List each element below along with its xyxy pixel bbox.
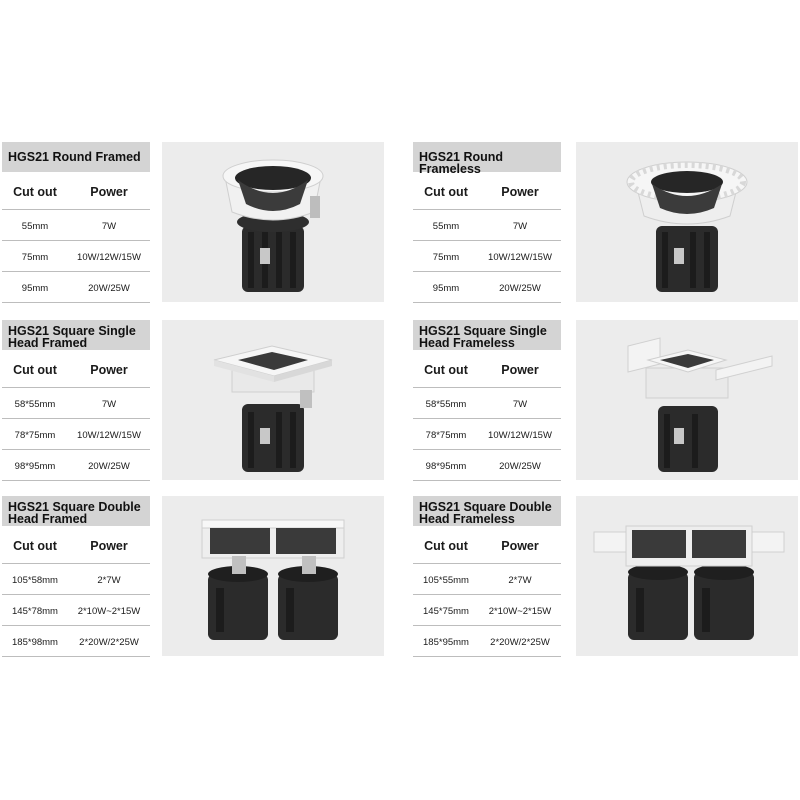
power-value: 10W/12W/15W <box>77 430 141 441</box>
power-value: 7W <box>512 221 528 232</box>
cutout-value: 185*98mm <box>12 637 58 648</box>
cutout-value: 98*95mm <box>425 461 467 472</box>
power-header: Power <box>501 185 539 199</box>
table-row <box>413 388 561 419</box>
table-row <box>2 419 150 450</box>
product-photo-square-single-framed <box>162 320 384 480</box>
power-value: 7W <box>512 399 528 410</box>
power-value: 7W <box>101 221 117 232</box>
power-header: Power <box>90 185 128 199</box>
product-title-line-2: Head Frameless <box>419 512 515 526</box>
cutout-value: 75mm <box>21 252 49 263</box>
cutout-value: 95mm <box>432 283 460 294</box>
cutout-header: Cut out <box>13 363 57 377</box>
product-title <box>413 320 561 350</box>
product-title-line-2: Head Framed <box>8 336 88 350</box>
cutout-header: Cut out <box>424 185 468 199</box>
table-header <box>413 350 561 388</box>
power-value: 20W/25W <box>88 461 130 472</box>
product-title <box>2 496 150 526</box>
product-title-line-1: HGS21 Square Single <box>8 324 136 338</box>
power-value: 2*10W~2*15W <box>488 606 552 617</box>
cutout-value: 95mm <box>21 283 49 294</box>
cutout-value: 105*55mm <box>423 575 469 586</box>
cutout-header: Cut out <box>13 539 57 553</box>
cutout-header: Cut out <box>424 363 468 377</box>
cutout-value: 55mm <box>432 221 460 232</box>
product-title <box>413 496 561 526</box>
table-row <box>2 595 150 626</box>
product-photo-square-double-frameless <box>576 496 798 656</box>
product-title: HGS21 Round Framed <box>2 142 150 172</box>
table-row <box>2 564 150 595</box>
table-row <box>413 626 561 657</box>
power-value: 20W/25W <box>499 461 541 472</box>
cutout-value: 98*95mm <box>14 461 56 472</box>
power-value: 2*20W/2*25W <box>79 637 139 648</box>
table-row <box>2 626 150 657</box>
table-header <box>2 526 150 564</box>
table-row <box>413 450 561 481</box>
table-row <box>413 241 561 272</box>
table-row <box>413 210 561 241</box>
cutout-value: 145*75mm <box>423 606 469 617</box>
table-header <box>2 172 150 210</box>
power-value: 10W/12W/15W <box>488 252 552 263</box>
product-title-line-1: HGS21 Square Double <box>8 500 141 514</box>
cutout-header: Cut out <box>424 539 468 553</box>
square-single-framed-downlight-image <box>162 320 384 480</box>
cutout-value: 105*58mm <box>12 575 58 586</box>
cutout-value: 75mm <box>432 252 460 263</box>
table-row <box>413 272 561 303</box>
power-header: Power <box>501 363 539 377</box>
square-double-framed-downlight-image <box>162 496 384 656</box>
cutout-value: 145*78mm <box>12 606 58 617</box>
table-row <box>2 388 150 419</box>
power-value: 10W/12W/15W <box>488 430 552 441</box>
product-title <box>2 320 150 350</box>
product-title-line-1: HGS21 Square Double <box>419 500 552 514</box>
table-header <box>413 172 561 210</box>
product-title-line-2: Head Framed <box>8 512 88 526</box>
cutout-value: 55mm <box>21 221 49 232</box>
power-value: 2*20W/2*25W <box>490 637 550 648</box>
round-frameless-downlight-image <box>576 142 798 302</box>
product-title-line-2: Head Frameless <box>419 336 515 350</box>
product-photo-square-single-frameless <box>576 320 798 480</box>
power-value: 7W <box>101 399 117 410</box>
product-title-line-1: HGS21 Square Single <box>419 324 547 338</box>
table-row <box>413 564 561 595</box>
cutout-value: 78*75mm <box>425 430 467 441</box>
table-row <box>2 210 150 241</box>
power-value: 2*7W <box>508 575 532 586</box>
table-row <box>413 419 561 450</box>
table-row <box>2 241 150 272</box>
round-framed-downlight-image <box>162 142 384 302</box>
cutout-value: 78*75mm <box>14 430 56 441</box>
product-title: HGS21 Round Frameless <box>413 142 561 172</box>
square-single-frameless-downlight-image <box>576 320 798 480</box>
product-photo-round-framed <box>162 142 384 302</box>
table-row <box>2 450 150 481</box>
cutout-value: 58*55mm <box>14 399 56 410</box>
power-value: 20W/25W <box>88 283 130 294</box>
table-header <box>2 350 150 388</box>
cutout-value: 58*55mm <box>425 399 467 410</box>
power-value: 2*10W~2*15W <box>77 606 141 617</box>
power-header: Power <box>90 363 128 377</box>
product-photo-square-double-framed <box>162 496 384 656</box>
power-value: 20W/25W <box>499 283 541 294</box>
table-header <box>413 526 561 564</box>
table-row <box>2 272 150 303</box>
cutout-value: 185*95mm <box>423 637 469 648</box>
table-row <box>413 595 561 626</box>
product-photo-round-frameless <box>576 142 798 302</box>
cutout-header: Cut out <box>13 185 57 199</box>
square-double-frameless-downlight-image <box>576 496 798 656</box>
power-value: 2*7W <box>97 575 121 586</box>
power-header: Power <box>90 539 128 553</box>
power-header: Power <box>501 539 539 553</box>
power-value: 10W/12W/15W <box>77 252 141 263</box>
